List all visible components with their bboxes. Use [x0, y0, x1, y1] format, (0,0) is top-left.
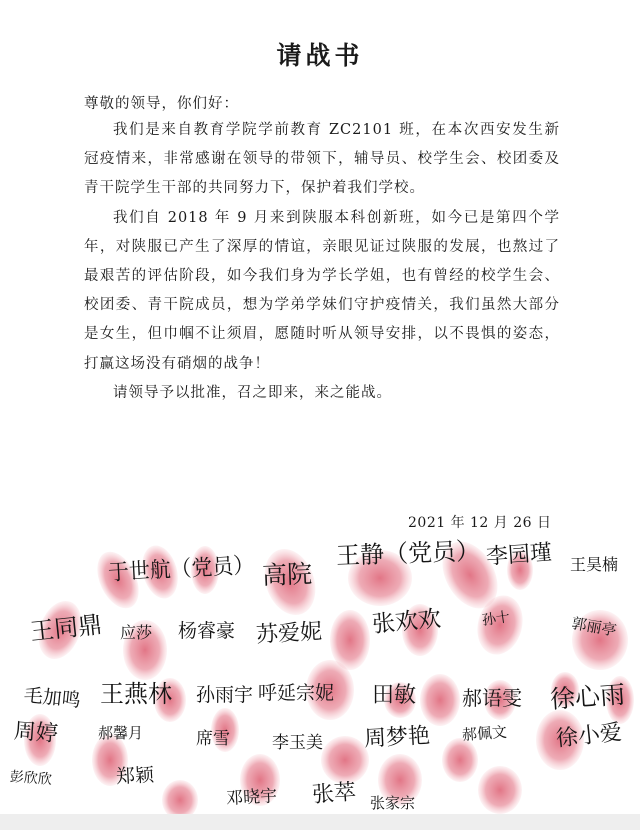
signature: 王昊楠	[570, 555, 619, 574]
signature: 苏爱妮	[255, 619, 323, 648]
fingerprint	[478, 766, 522, 814]
signature: 郭丽亭	[570, 614, 618, 640]
signature: 周梦艳	[363, 723, 431, 752]
signature: 郝语雯	[462, 686, 522, 710]
signature: 王燕林	[100, 680, 172, 708]
signature: 郑颖	[115, 764, 155, 788]
signature: 毛加鸣	[22, 684, 82, 712]
body-paragraph: 请领导予以批准，召之即来，来之能战。	[113, 384, 392, 401]
signature: 席雪	[196, 729, 230, 749]
signature: 孙雨宇	[196, 684, 254, 706]
signature: 孙十	[481, 609, 511, 629]
signature: 李玉美	[272, 733, 323, 753]
signature: 李园瑾	[485, 540, 553, 570]
signature: 呼延宗妮	[258, 682, 335, 704]
salutation: 尊敬的领导，你们好：	[84, 96, 239, 112]
signature: 彭欣欣	[9, 769, 53, 788]
body-paragraph: 我们是来自教育学院学前教育 ZC2101 班，在本次西安发生新冠疫情来，非常感谢在领导的带领下，辅导员、校学生会、校团委及青干院学生干部的共同努力下，保护着我们学校。	[84, 122, 560, 197]
signature: 郝佩文	[461, 722, 508, 744]
fingerprint	[442, 738, 478, 782]
signature: 杨睿豪	[178, 620, 236, 642]
page-bottom-edge	[0, 814, 640, 830]
signature: 高院	[261, 559, 313, 590]
signature: 徐小爱	[554, 720, 624, 752]
signature: 王静（党员）	[335, 536, 481, 570]
signature: 王同鼎	[28, 610, 104, 646]
signature: 张萃	[311, 779, 357, 808]
signature: 徐心雨	[549, 679, 626, 714]
signature: 周婷	[12, 719, 59, 748]
signature: 田敏	[372, 683, 417, 708]
letter-date: 2021 年 12 月 26 日	[408, 515, 552, 531]
signature: 郝馨月	[98, 724, 144, 742]
signature: 邓晓宇	[225, 786, 278, 809]
signature: 应莎	[120, 623, 153, 642]
body-paragraph: 我们自 2018 年 9 月来到陕服本科创新班，如今已是第四个学年，对陕服已产生了深厚的情谊，亲眼见证过陕服的发展，也熬过了最艰苦的评估阶段，如今我们身为学长学姐，也有曾经的校学生会、校团委、青干院成员，想为学弟学妹们守护疫情关，我们虽然大部分是女生，但巾帼不让须眉，愿随时听从领导安排，以不畏惧的姿态，打赢这场没有硝烟的战争！	[84, 209, 560, 372]
signature: 张欢欢	[371, 606, 443, 638]
document-title: 请战书	[276, 41, 364, 70]
signature: 于世航（党员）	[107, 553, 255, 586]
letter-body	[84, 116, 560, 408]
signature: 张家宗	[370, 794, 416, 812]
